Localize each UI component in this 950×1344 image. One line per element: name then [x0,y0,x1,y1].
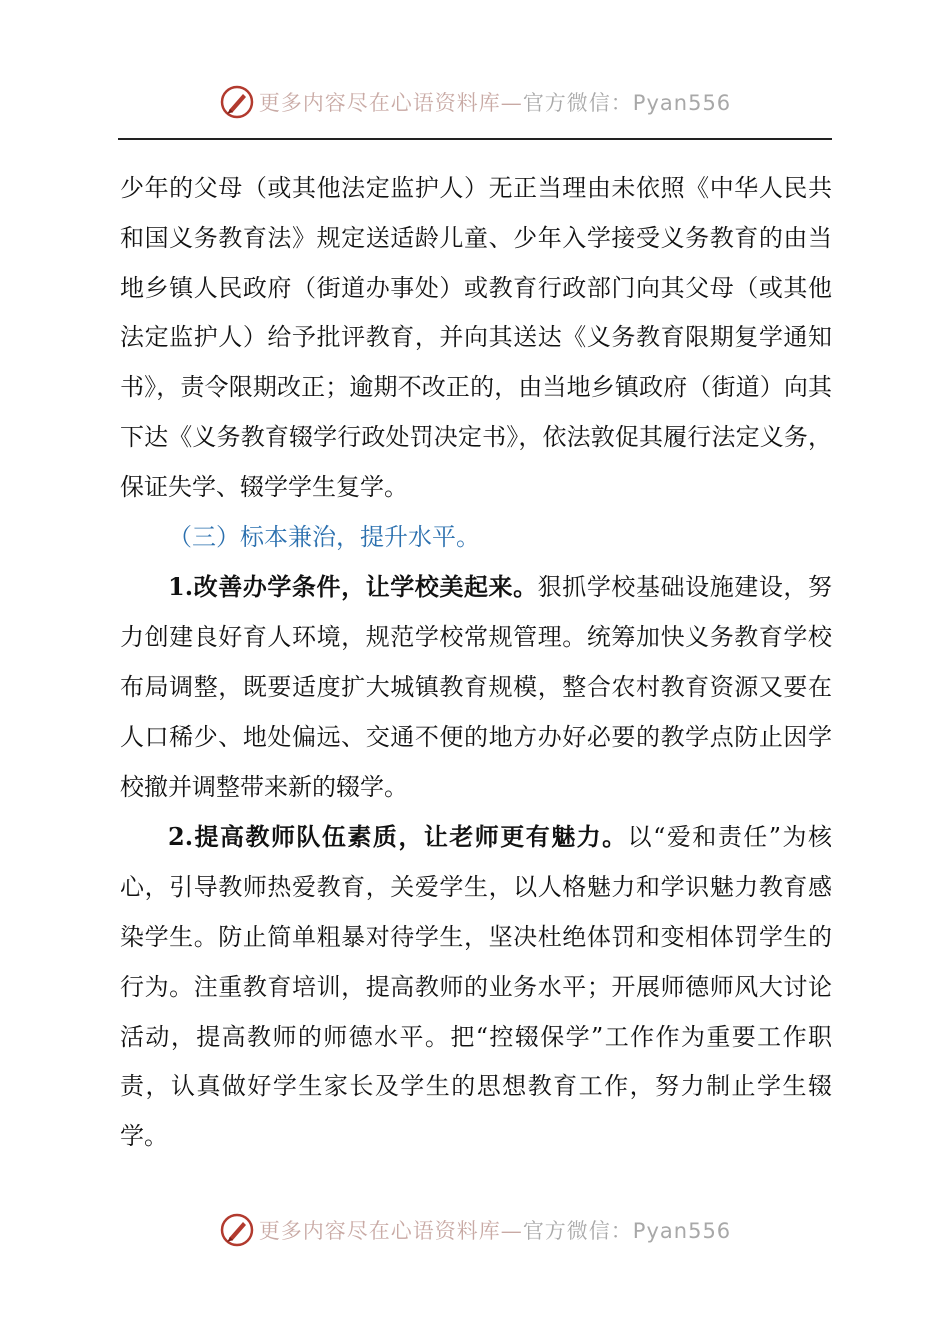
pen-logo-icon [219,1212,255,1248]
pen-logo-icon [219,84,255,120]
footer-text: 更多内容尽在心语资料库—官方微信：Pyan556 [258,1219,732,1243]
section-heading: （三）标本兼治，提升水平。 [168,522,480,551]
item-2-body: 以“爱和责任”为核心，引导教师热爱教育，关爱学生，以人格魅力和学识魅力教育感染学生。防止简单粗暴对待学生，坚决杜绝体罚和变相体罚学生的行为。注重教育培训，提高教师的业务水平；开展师德师风大讨论活动，提高教师的师德水平。把“控辍保学”工作作为重要工作职责，认真做好学生家长及学生的思想教育工作，努力制止学生辍学。 [120,823,832,1151]
paragraph-item-2 [120,812,832,1162]
document-body [120,164,832,1162]
footer-banner [0,1210,950,1250]
item-1-body: 狠抓学校基础设施建设，努力创建良好育人环境，规范学校常规管理。统筹加快义务教育学校布局调整，既要适度扩大城镇教育规模，整合农村教育资源又要在人口稀少、地处偏远、交通不便的地方办好必要的教学点防止因学校撤并调整带来新的辍学。 [120,573,832,801]
item-2-title: 2.提高教师队伍素质，让老师更有魅力。 [168,822,628,852]
header-divider [118,138,832,140]
header-text: 更多内容尽在心语资料库—官方微信：Pyan556 [258,91,732,115]
item-1-title: 1.改善办学条件，让学校美起来。 [168,572,538,602]
header-banner [0,82,950,122]
paragraph-item-1 [120,562,832,812]
paragraph-continued: 少年的父母（或其他法定监护人）无正当理由未依照《中华人民共和国义务教育法》规定送适龄儿童、少年入学接受义务教育的由当地乡镇人民政府（街道办事处）或教育行政部门向其父母（或其他法定监护人）给予批评教育，并向其送达《义务教育限期复学通知书》，责令限期改正；逾期不改正的，由当地乡镇政府（街道）向其下达《义务教育辍学行政处罚决定书》，依法敦促其履行法定义务，保证失学、辍学学生复学。 [120,174,832,501]
